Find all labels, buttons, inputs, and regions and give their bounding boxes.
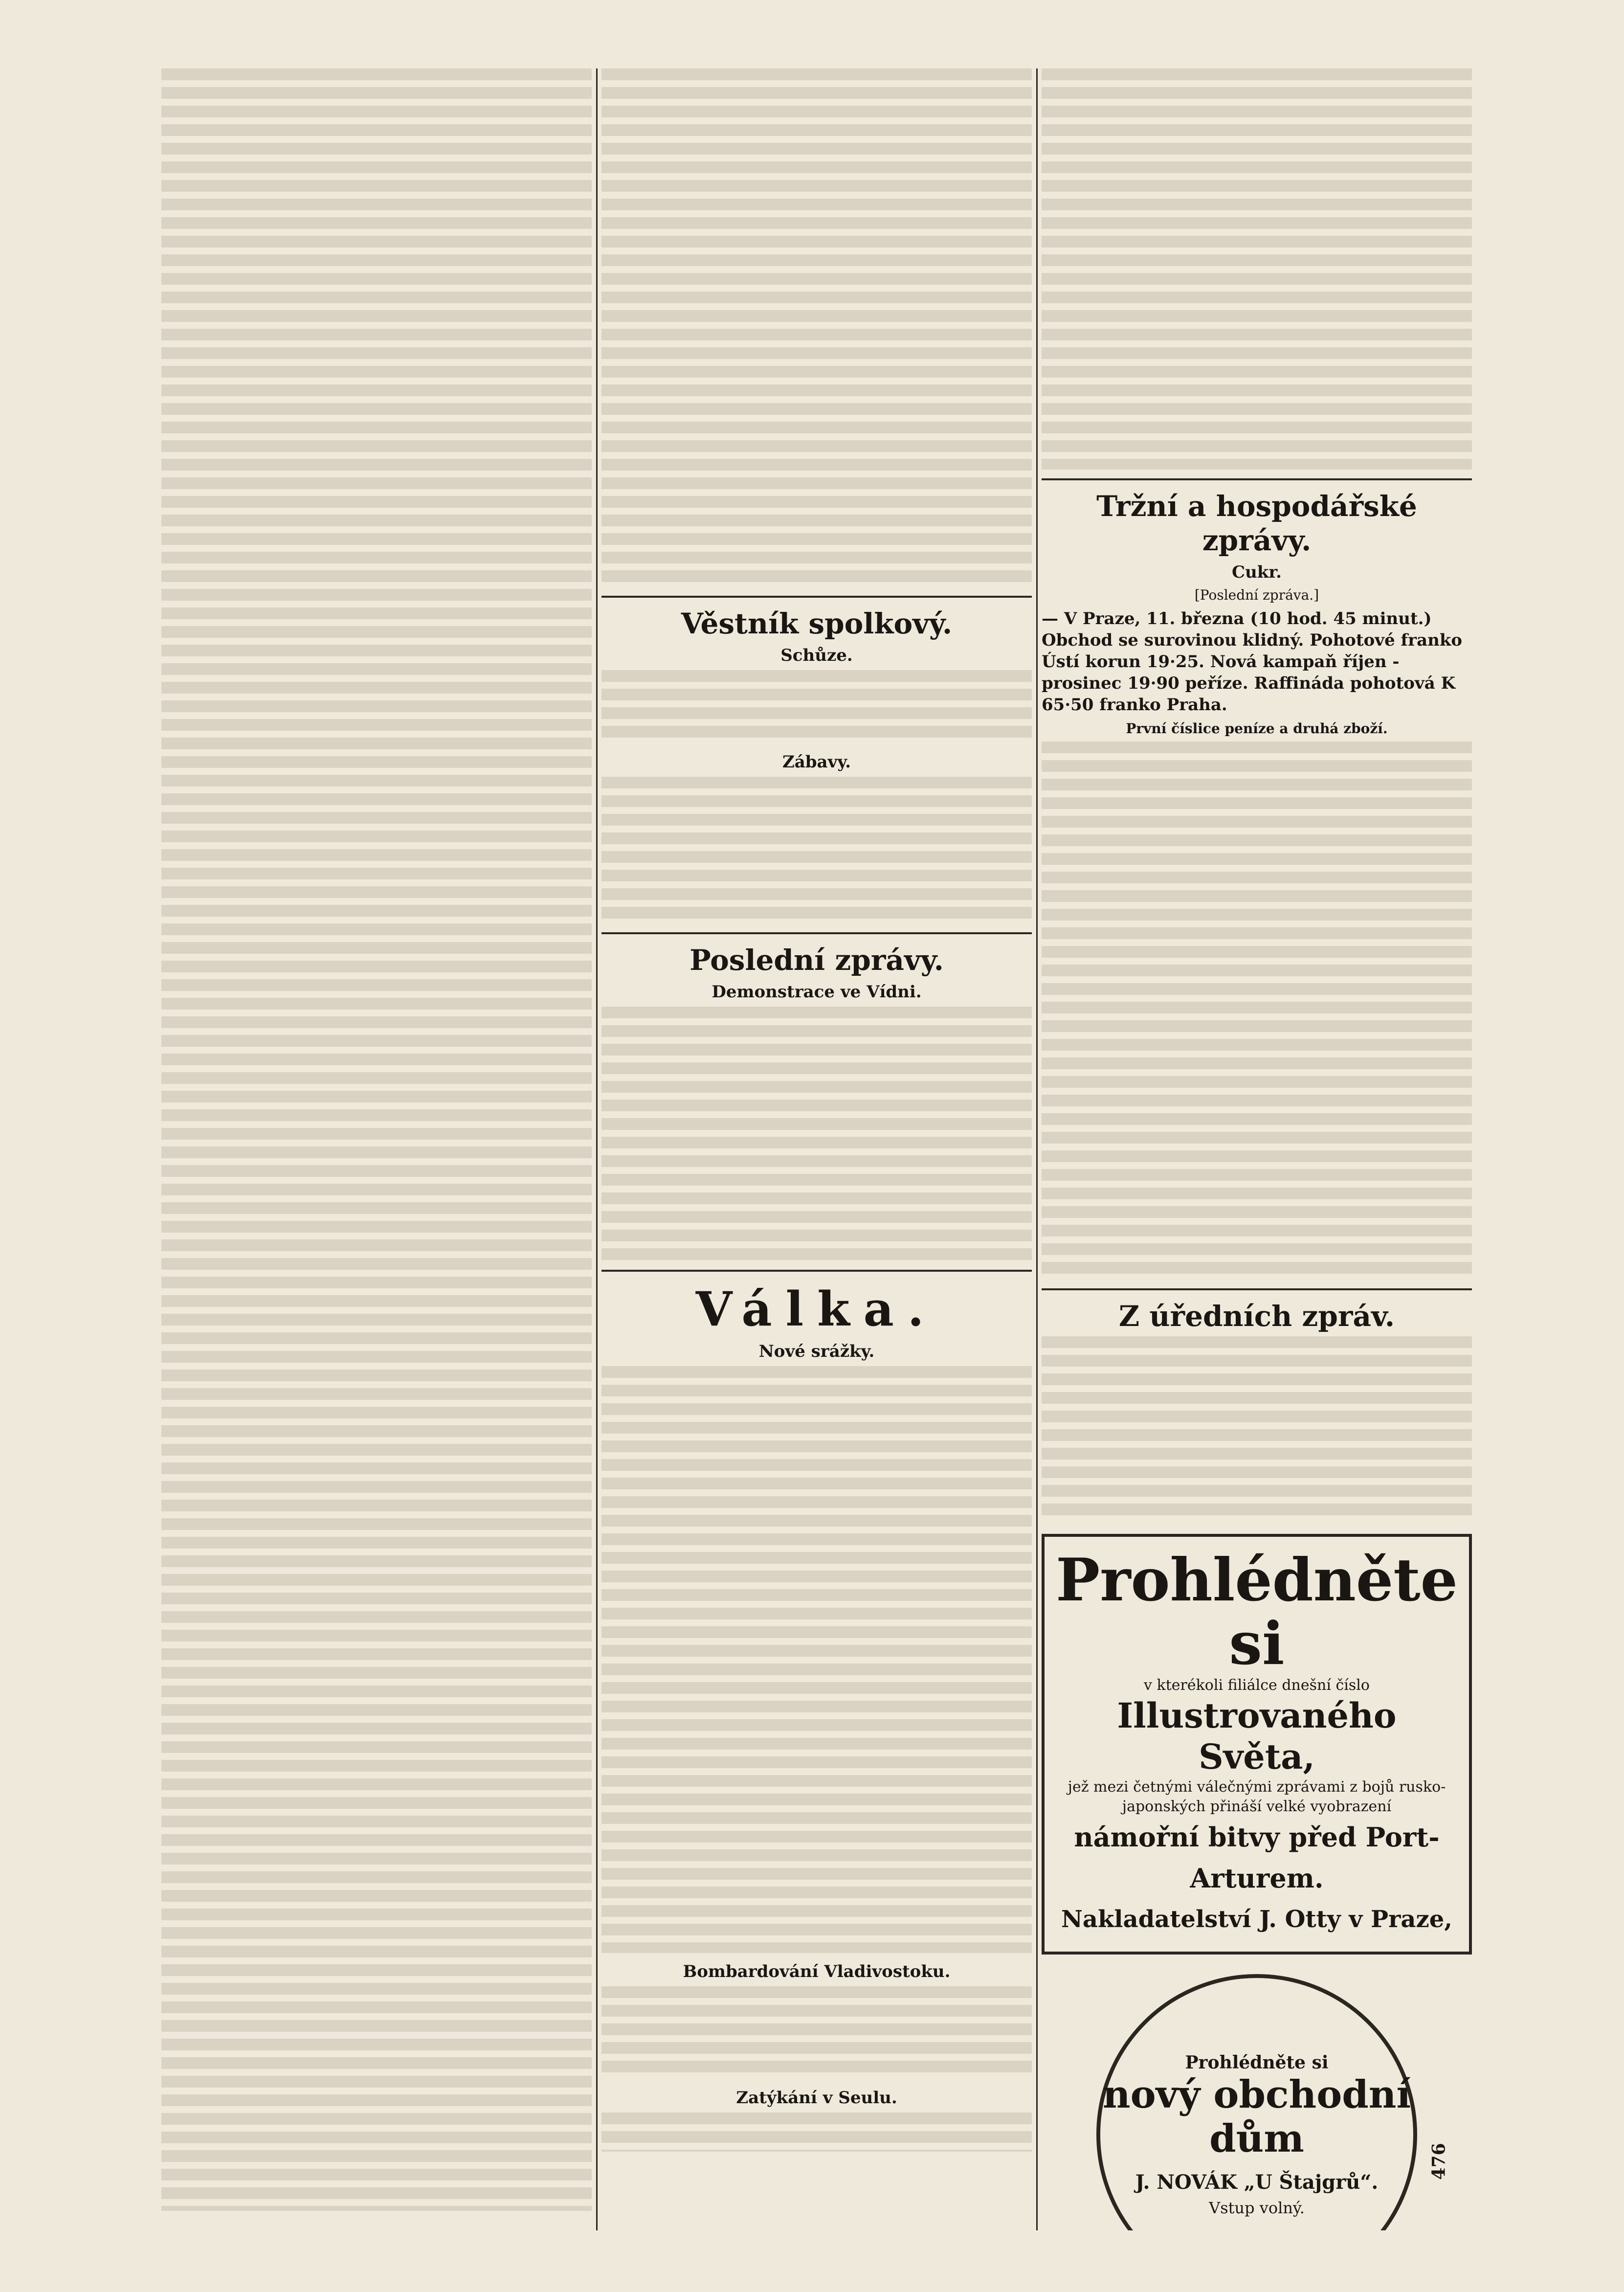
column-2	[601, 68, 1032, 2230]
ad-title: nový obchodní dům	[1102, 2072, 1411, 2161]
ad-headline: Prohlédněte si	[1056, 1546, 1458, 1678]
untranscribed-text-block	[601, 670, 1032, 743]
untranscribed-text-block	[601, 68, 1032, 587]
sub-heading: Cukr.	[1232, 562, 1282, 582]
section-heading: Poslední zprávy.	[690, 944, 944, 977]
column-rule	[1036, 68, 1038, 2230]
ad-text: Prohlédněte si	[1185, 2052, 1329, 2073]
untranscribed-text-block	[601, 777, 1032, 923]
untranscribed-text-block	[601, 1986, 1032, 2079]
note: [Poslední zpráva.]	[1194, 587, 1319, 603]
untranscribed-text-block	[1042, 1336, 1472, 1522]
advertisement-novak	[1096, 1974, 1417, 2230]
ad-publisher: Nakladatelství J. Otty v Praze,	[1061, 1906, 1452, 1933]
sub-heading: Demonstrace ve Vídni.	[712, 982, 922, 1002]
ad-text: Vstup volný.	[1209, 2198, 1305, 2217]
column-2-body-top	[601, 68, 1032, 587]
sub-heading: Schůze.	[780, 646, 853, 665]
section-heading: Z úředních zpráv.	[1118, 1300, 1395, 1333]
untranscribed-text-block	[601, 1007, 1032, 1261]
section-heading: Věstník spolkový.	[681, 607, 953, 640]
untranscribed-text-block	[601, 1366, 1032, 1953]
ad-text: jež mezi četnými válečnými zprávami z bojů rusko-japonských přináší velké vyobrazení	[1068, 1778, 1446, 1815]
untranscribed-text-block	[601, 2112, 1032, 2152]
page-number: 476	[1428, 2143, 1449, 2180]
ad-text: J. NOVÁK „U Štajgrů“.	[1135, 2170, 1379, 2194]
column-3	[1042, 68, 1472, 2230]
war-heading: Válka.	[695, 1281, 938, 1337]
sub-heading: Zábavy.	[782, 752, 851, 772]
market-report-praha: — V Praze, 11. března (10 hod. 45 minut.) Obchod se surovinou klidný. Pohotové franko Ústí korun 19·25. Nová kampaň říjen - prosinec 19·90 peříze. Raffináda pohotová K 65·50 franko Praha.	[1042, 609, 1463, 715]
divider	[1042, 478, 1472, 480]
advertisement-illustrovany-svet	[1042, 1534, 1472, 1955]
divider	[601, 596, 1032, 598]
untranscribed-text-block	[1042, 68, 1472, 470]
section-heading: Tržní a hospodářské zprávy.	[1096, 490, 1417, 557]
note: První číslice peníze a druhá zboží.	[1126, 720, 1388, 737]
ad-text: v kterékoli filiálce dnešní číslo	[1144, 1677, 1370, 1694]
column-1	[161, 68, 592, 2230]
divider	[601, 1270, 1032, 1272]
ad-title: námořní bitvy před Port-Arturem.	[1074, 1821, 1440, 1894]
sub-heading: Zatýkání v Seulu.	[736, 2088, 897, 2108]
divider	[1042, 1288, 1472, 1290]
column-rule	[596, 68, 598, 2230]
divider	[601, 932, 1032, 934]
newspaper-page	[161, 68, 1472, 2230]
column-1-body	[161, 68, 592, 2211]
sub-heading: Nové srážky.	[758, 1342, 875, 1361]
untranscribed-text-block	[1042, 742, 1472, 1280]
sub-heading: Bombardování Vladivostoku.	[683, 1962, 951, 1981]
ad-title: Illustrovaného Světa,	[1117, 1695, 1397, 1777]
untranscribed-text-block	[161, 68, 592, 2211]
